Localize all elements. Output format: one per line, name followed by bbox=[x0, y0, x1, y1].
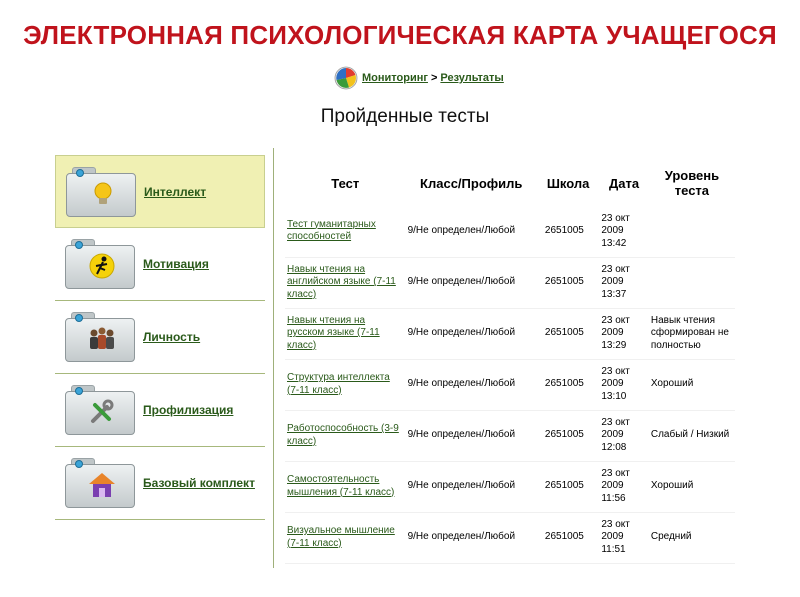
test-link[interactable]: Навык чтения на английском языке (7-11 класс) bbox=[287, 263, 396, 300]
header-class: Класс/Профиль bbox=[420, 175, 523, 191]
sidebar-item-personality[interactable] bbox=[55, 301, 265, 374]
header-level: Уровень теста bbox=[664, 168, 720, 198]
date-cell: 23 окт 2009 12:08 bbox=[599, 410, 649, 461]
running-figure-icon bbox=[87, 251, 117, 281]
level-cell bbox=[649, 206, 735, 257]
table-row bbox=[285, 410, 735, 461]
school-cell: 2651005 bbox=[537, 410, 599, 461]
test-link[interactable]: Самостоятельность мышления (7-11 класс) bbox=[287, 474, 395, 498]
school-cell: 2651005 bbox=[537, 257, 599, 308]
date-cell: 23 окт 2009 13:10 bbox=[599, 359, 649, 410]
breadcrumb-monitoring-link[interactable]: Мониторинг bbox=[362, 72, 428, 84]
date-cell: 23 окт 2009 11:51 bbox=[599, 512, 649, 563]
breadcrumb bbox=[334, 66, 504, 90]
table-row bbox=[285, 359, 735, 410]
folder-icon bbox=[65, 312, 135, 362]
header-test: Тест bbox=[331, 175, 360, 191]
date-cell: 23 окт 2009 13:42 bbox=[599, 206, 649, 257]
school-cell: 2651005 bbox=[537, 461, 599, 512]
test-link[interactable]: Тест гуманитарных способностей bbox=[287, 218, 376, 243]
sidebar-item-label: Интеллект bbox=[144, 184, 207, 199]
school-cell: 2651005 bbox=[537, 308, 599, 359]
sidebar-item-label: Профилизация bbox=[143, 403, 234, 417]
breadcrumb-separator: > bbox=[430, 72, 438, 84]
folder-icon bbox=[66, 167, 136, 217]
school-cell: 2651005 bbox=[537, 359, 599, 410]
class-cell: 9/Не определен/Любой bbox=[406, 359, 537, 410]
level-cell: Хороший bbox=[649, 461, 735, 512]
folder-icon bbox=[65, 458, 135, 508]
tests-table bbox=[285, 160, 735, 564]
breadcrumb-results-link[interactable]: Результаты bbox=[440, 72, 504, 84]
table-row bbox=[285, 512, 735, 563]
test-link[interactable]: Навык чтения на русском языке (7-11 класс) bbox=[287, 314, 380, 351]
tools-icon bbox=[87, 397, 117, 427]
test-link[interactable]: Работоспособность (3-9 класс) bbox=[287, 423, 399, 447]
class-cell: 9/Не определен/Любой bbox=[406, 410, 537, 461]
folder-icon bbox=[65, 239, 135, 289]
people-icon bbox=[87, 324, 117, 354]
lightbulb-icon bbox=[88, 179, 118, 209]
pie-chart-logo-icon bbox=[334, 66, 358, 90]
school-cell: 2651005 bbox=[537, 512, 599, 563]
sidebar-item-label: Базовый комплект bbox=[143, 476, 255, 490]
vertical-divider bbox=[273, 148, 274, 568]
table-header-row bbox=[285, 160, 735, 206]
slide-title: ЭЛЕКТРОННАЯ ПСИХОЛОГИЧЕСКАЯ КАРТА УЧАЩЕГОСЯ bbox=[23, 20, 777, 50]
level-cell: Навык чтения сформирован не полностью bbox=[649, 308, 735, 359]
header-school: Школа bbox=[546, 175, 590, 191]
sidebar-item-label: Личность bbox=[143, 330, 201, 344]
folder-icon bbox=[65, 385, 135, 435]
level-cell: Хороший bbox=[649, 359, 735, 410]
level-cell: Слабый / Низкий bbox=[649, 410, 735, 461]
table-row bbox=[285, 308, 735, 359]
class-cell: 9/Не определен/Любой bbox=[406, 257, 537, 308]
sidebar-item-label: Мотивация bbox=[143, 257, 209, 271]
table-row bbox=[285, 461, 735, 512]
date-cell: 23 окт 2009 13:37 bbox=[599, 257, 649, 308]
house-icon bbox=[87, 470, 117, 500]
date-cell: 23 окт 2009 13:29 bbox=[599, 308, 649, 359]
sidebar bbox=[55, 155, 265, 520]
class-cell: 9/Не определен/Любой bbox=[406, 308, 537, 359]
sidebar-item-intellect[interactable] bbox=[55, 155, 265, 228]
page-title: Пройденные тесты bbox=[320, 106, 490, 127]
sidebar-item-motivation[interactable] bbox=[55, 228, 265, 301]
table-row bbox=[285, 257, 735, 308]
header-date: Дата bbox=[609, 175, 640, 191]
class-cell: 9/Не определен/Любой bbox=[406, 461, 537, 512]
level-cell bbox=[649, 257, 735, 308]
table-row bbox=[285, 206, 735, 257]
class-cell: 9/Не определен/Любой bbox=[406, 512, 537, 563]
class-cell: 9/Не определен/Любой bbox=[406, 206, 537, 257]
test-link[interactable]: Структура интеллекта (7-11 класс) bbox=[287, 372, 390, 396]
sidebar-item-profiling[interactable] bbox=[55, 374, 265, 447]
date-cell: 23 окт 2009 11:56 bbox=[599, 461, 649, 512]
level-cell: Средний bbox=[649, 512, 735, 563]
school-cell: 2651005 bbox=[537, 206, 599, 257]
test-link[interactable]: Визуальное мышление (7-11 класс) bbox=[287, 525, 395, 549]
sidebar-item-base-kit[interactable] bbox=[55, 447, 265, 520]
